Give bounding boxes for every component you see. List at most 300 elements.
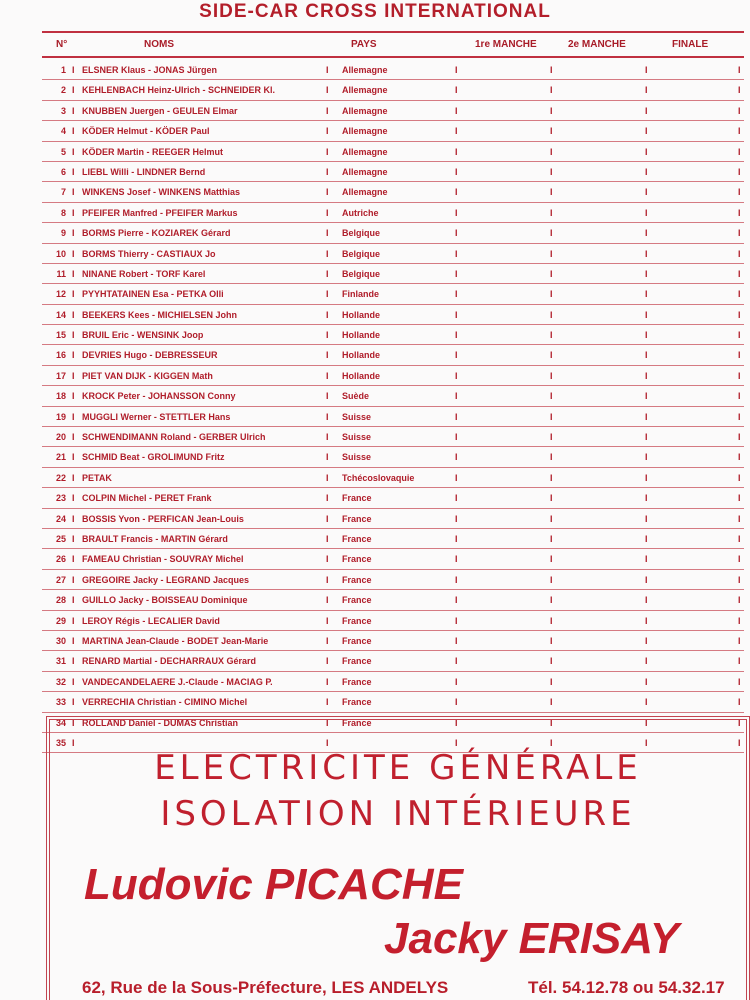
column-separator: I [738,309,741,320]
row-number: 14 [55,309,66,320]
column-separator: I [326,85,329,96]
column-separator: I [72,350,75,361]
column-separator: I [455,595,458,606]
column-separator: I [645,105,648,116]
column-separator: I [550,411,553,422]
column-separator: I [72,717,75,728]
column-separator: I [455,207,458,218]
column-separator: I [455,635,458,646]
column-separator: I [645,207,648,218]
row-number: 33 [55,697,66,708]
column-separator: I [738,126,741,137]
row-number: 10 [55,248,66,259]
column-separator: I [738,595,741,606]
row-country: Hollande [342,330,381,341]
column-separator: I [326,676,329,687]
column-separator: I [550,330,553,341]
column-separator: I [550,615,553,626]
column-separator: I [645,635,648,646]
row-number: 32 [55,676,66,687]
column-separator: I [455,533,458,544]
row-number: 19 [55,411,66,422]
row-names: BORMS Pierre - KOZIAREK Gérard [82,228,231,239]
column-separator: I [550,146,553,157]
column-separator: I [72,309,75,320]
column-separator: I [550,268,553,279]
column-separator: I [72,370,75,381]
row-number: 9 [60,228,66,239]
column-separator: I [72,493,75,504]
row-number: 31 [55,656,66,667]
row-number: 7 [60,187,66,198]
column-separator: I [326,166,329,177]
row-country: Allemagne [342,65,388,75]
row-country: Allemagne [342,126,388,137]
row-names: GREGOIRE Jacky - LEGRAND Jacques [82,574,250,585]
row-names: SCHMID Beat - GROLIMUND Fritz [82,452,225,463]
row-names: GUILLO Jacky - BOISSEAU Dominique [82,595,248,606]
row-country: Suisse [342,452,372,463]
column-separator: I [738,697,741,708]
table-row [42,447,744,467]
column-separator: I [738,207,741,218]
column-separator: I [645,615,648,626]
row-names: WINKENS Josef - WINKENS Matthias [82,187,241,198]
column-separator: I [326,656,329,667]
column-separator: I [326,432,329,443]
table-row [42,80,744,100]
row-names: BOSSIS Yvon - PERFICAN Jean-Louis [82,513,244,524]
column-separator: I [326,248,329,259]
column-separator: I [645,533,648,544]
column-separator: I [550,635,553,646]
column-separator: I [326,493,329,504]
column-separator: I [738,513,741,524]
column-separator: I [72,737,75,748]
row-country: France [342,493,372,504]
row-country: Finlande [342,289,380,300]
row-number: 17 [55,370,66,381]
column-separator: I [738,228,741,239]
table-row [42,509,744,529]
column-separator: I [455,65,458,75]
row-names: BRAULT Francis - MARTIN Gérard [82,533,228,544]
column-separator: I [550,533,553,544]
column-separator: I [72,411,75,422]
column-separator: I [738,635,741,646]
column-separator: I [550,717,553,728]
column-separator: I [455,268,458,279]
column-separator: I [738,391,741,402]
row-names: MARTINA Jean-Claude - BODET Jean-Marie [82,635,269,646]
column-separator: I [550,126,553,137]
table-row [42,468,744,488]
column-separator: I [645,248,648,259]
column-separator: I [550,676,553,687]
column-separator: I [645,330,648,341]
row-country: France [342,554,372,565]
column-separator: I [326,472,329,483]
row-names: ELSNER Klaus - JONAS Jürgen [82,65,218,75]
ad-name2: Jacky ERISAY [384,914,680,963]
column-separator: I [455,554,458,565]
column-separator: I [738,105,741,116]
column-separator: I [738,656,741,667]
column-separator: I [72,146,75,157]
column-separator: I [72,432,75,443]
column-separator: I [455,248,458,259]
column-separator: I [645,493,648,504]
column-separator: I [326,289,329,300]
column-separator: I [326,146,329,157]
column-separator: I [550,574,553,585]
table-row [42,611,744,631]
column-separator: I [550,391,553,402]
row-names: PETAK [82,472,112,483]
table-row [42,182,744,202]
column-separator: I [72,228,75,239]
column-separator: I [738,472,741,483]
row-names: KÖDER Martin - REEGER Helmut [82,146,224,157]
table-row [42,366,744,386]
row-number: 26 [55,554,66,565]
row-names: NINANE Robert - TORF Karel [82,268,206,279]
column-separator: I [455,737,458,748]
column-separator: I [645,370,648,381]
row-number: 20 [55,432,66,443]
column-separator: I [326,574,329,585]
row-country: France [342,635,372,646]
column-separator: I [455,126,458,137]
row-country: France [342,615,372,626]
advertisement [46,716,750,1000]
row-country: France [342,676,372,687]
row-number: 16 [55,350,66,361]
column-separator: I [72,697,75,708]
row-country: France [342,697,372,708]
row-names: BRUIL Eric - WENSINK Joop [82,330,204,341]
column-separator: I [738,166,741,177]
table-row [42,305,744,325]
column-separator: I [72,513,75,524]
row-country: France [342,656,372,667]
row-country: Hollande [342,370,381,381]
row-number: 29 [55,615,66,626]
row-names: KROCK Peter - JOHANSSON Conny [82,391,236,402]
column-separator: I [550,554,553,565]
row-number: 23 [55,493,66,504]
row-number: 34 [55,717,66,728]
column-separator: I [455,513,458,524]
row-number: 4 [60,126,66,137]
ad-line2: ISOLATION INTÉRIEURE [160,794,636,834]
column-separator: I [550,350,553,361]
row-number: 28 [55,595,66,606]
column-separator: I [645,697,648,708]
column-separator: I [326,533,329,544]
row-country: Hollande [342,309,381,320]
column-separator: I [550,85,553,96]
column-separator: I [72,635,75,646]
column-separator: I [645,513,648,524]
column-separator: I [455,166,458,177]
column-separator: I [455,411,458,422]
column-separator: I [645,289,648,300]
column-separator: I [326,268,329,279]
row-names: BEEKERS Kees - MICHIELSEN John [82,309,238,320]
row-country: Allemagne [342,187,388,198]
table-row [42,60,744,80]
table-row [42,223,744,243]
row-country: France [342,533,372,544]
row-names: KÖDER Helmut - KÖDER Paul [82,126,210,137]
title-rule [42,31,744,33]
column-separator: I [645,554,648,565]
column-separator: I [738,65,741,75]
column-separator: I [738,493,741,504]
column-separator: I [72,452,75,463]
table-row [42,631,744,651]
column-separator: I [326,697,329,708]
row-country: Allemagne [342,166,388,177]
row-country: France [342,574,372,585]
row-names: PIET VAN DIJK - KIGGEN Math [82,370,213,381]
column-separator: I [72,65,75,75]
column-separator: I [72,676,75,687]
row-names: SCHWENDIMANN Roland - GERBER Ulrich [82,432,266,443]
column-separator: I [550,697,553,708]
table-row [42,427,744,447]
column-separator: I [738,85,741,96]
table-row [42,529,744,549]
column-separator: I [455,309,458,320]
column-separator: I [738,350,741,361]
column-separator: I [455,370,458,381]
column-separator: I [455,391,458,402]
column-separator: I [326,391,329,402]
column-separator: I [645,432,648,443]
column-separator: I [645,656,648,667]
column-separator: I [645,350,648,361]
row-country: Belgique [342,248,381,259]
column-separator: I [645,187,648,198]
entries-table [42,60,744,753]
ad-name1: Ludovic PICACHE [84,860,463,909]
column-separator: I [326,513,329,524]
table-row [42,264,744,284]
column-separator: I [738,268,741,279]
column-separator: I [455,676,458,687]
column-separator: I [455,146,458,157]
table-row [42,488,744,508]
row-names: VANDECANDELAERE J.-Claude - MACIAG P. [82,676,273,687]
row-number: 12 [55,289,66,300]
column-separator: I [455,452,458,463]
column-separator: I [326,370,329,381]
table-row [42,386,744,406]
header-finale: FINALE [672,39,709,50]
column-separator: I [550,452,553,463]
column-separator: I [455,697,458,708]
column-separator: I [72,574,75,585]
column-separator: I [738,330,741,341]
row-names: RENARD Martial - DECHARRAUX Gérard [82,656,257,667]
column-separator: I [326,554,329,565]
row-number: 15 [55,330,66,341]
column-separator: I [645,676,648,687]
column-separator: I [738,370,741,381]
row-number: 30 [55,635,66,646]
row-country: Allemagne [342,105,388,116]
column-separator: I [738,289,741,300]
column-separator: I [455,574,458,585]
column-separator: I [72,126,75,137]
row-country: Autriche [342,207,379,218]
column-separator: I [550,472,553,483]
column-separator: I [738,554,741,565]
column-separator: I [72,85,75,96]
column-separator: I [72,595,75,606]
row-number: 11 [56,268,66,279]
table-header [42,37,744,55]
column-separator: I [645,737,648,748]
table-row [42,162,744,182]
row-number: 2 [60,85,66,96]
column-separator: I [455,228,458,239]
row-country: France [342,513,372,524]
column-separator: I [550,370,553,381]
column-separator: I [72,248,75,259]
row-number: 5 [60,146,66,157]
column-separator: I [550,737,553,748]
row-country: Tchécoslovaquie [342,472,415,483]
row-country: Suisse [342,411,372,422]
column-separator: I [738,737,741,748]
table-row [42,325,744,345]
row-country: France [342,717,372,728]
column-separator: I [326,595,329,606]
column-separator: I [645,717,648,728]
table-row [42,121,744,141]
row-number: 25 [55,533,66,544]
column-separator: I [455,350,458,361]
row-country: Suède [342,391,370,402]
row-names: KNUBBEN Juergen - GEULEN Elmar [82,105,238,116]
column-separator: I [72,391,75,402]
column-separator: I [455,330,458,341]
ad-telephone: Tél. 54.12.78 ou 54.32.17 [528,978,725,997]
column-separator: I [645,391,648,402]
header-pays: PAYS [351,39,377,50]
page-title: SIDE-CAR CROSS INTERNATIONAL [199,1,551,22]
column-separator: I [645,85,648,96]
column-separator: I [326,207,329,218]
column-separator: I [550,493,553,504]
row-number: 27 [55,574,66,585]
table-row [42,101,744,121]
table-row [42,570,744,590]
column-separator: I [326,330,329,341]
row-names: ROLLAND Daniel - DUMAS Christian [82,717,239,728]
column-separator: I [645,309,648,320]
column-separator: I [326,411,329,422]
row-names: BORMS Thierry - CASTIAUX Jo [82,248,216,259]
column-separator: I [72,615,75,626]
column-separator: I [738,615,741,626]
header-manche2: 2e MANCHE [568,39,626,50]
header-no: N° [56,39,68,50]
column-separator: I [738,432,741,443]
column-separator: I [550,309,553,320]
ad-address: 62, Rue de la Sous-Préfecture, LES ANDELYS [82,978,449,997]
column-separator: I [738,146,741,157]
ad-line1: ELECTRICITE GÉNÉRALE [154,748,642,788]
row-number: 6 [60,166,66,177]
column-separator: I [738,533,741,544]
column-separator: I [72,656,75,667]
column-separator: I [645,268,648,279]
column-separator: I [326,187,329,198]
row-country: Belgique [342,228,381,239]
row-country: Belgique [342,268,381,279]
column-separator: I [550,207,553,218]
column-separator: I [326,737,329,748]
column-separator: I [72,472,75,483]
column-separator: I [455,493,458,504]
column-separator: I [738,717,741,728]
row-names: PYYHTATAINEN Esa - PETKA Olli [82,289,224,300]
table-row [42,284,744,304]
row-names: LEROY Régis - LECALIER David [82,615,220,626]
column-separator: I [326,717,329,728]
row-number: 8 [60,207,66,218]
row-country: Allemagne [342,85,388,96]
column-separator: I [550,65,553,75]
column-separator: I [326,350,329,361]
column-separator: I [550,248,553,259]
column-separator: I [645,452,648,463]
table-row [42,345,744,365]
column-separator: I [455,432,458,443]
header-noms: NOMS [144,39,174,50]
row-names: FAMEAU Christian - SOUVRAY Michel [82,554,244,565]
column-separator: I [738,676,741,687]
column-separator: I [455,472,458,483]
column-separator: I [72,166,75,177]
row-names: PFEIFER Manfred - PFEIFER Markus [82,207,238,218]
column-separator: I [326,635,329,646]
row-country: Allemagne [342,146,388,157]
column-separator: I [72,533,75,544]
header-manche1: 1re MANCHE [475,39,537,50]
table-row [42,672,744,692]
column-separator: I [550,513,553,524]
column-separator: I [326,65,329,75]
column-separator: I [645,574,648,585]
column-separator: I [455,615,458,626]
row-names: COLPIN Michel - PERET Frank [82,493,212,504]
column-separator: I [550,166,553,177]
row-country: France [342,595,372,606]
column-separator: I [645,166,648,177]
column-separator: I [550,595,553,606]
row-number: 18 [55,391,66,402]
column-separator: I [326,452,329,463]
column-separator: I [550,656,553,667]
header-rule [42,56,744,58]
row-names: MUGGLI Werner - STETTLER Hans [82,411,231,422]
column-separator: I [645,595,648,606]
